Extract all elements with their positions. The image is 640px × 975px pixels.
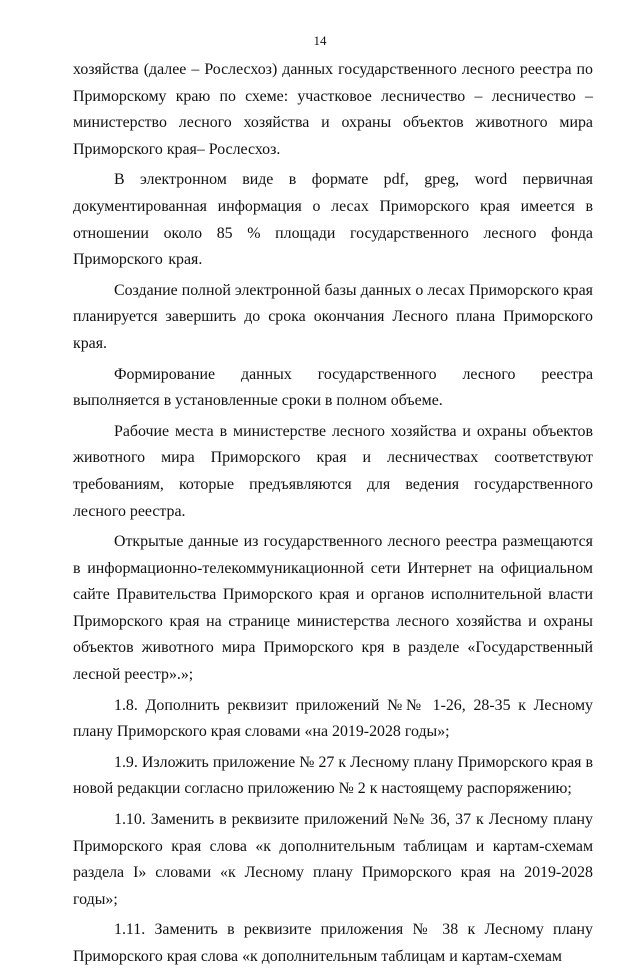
paragraph-4: Формирование данных государственного лесного реестра выполняется в установленные сроки в полном объеме. [73,365,593,410]
paragraph-8: 1.9. Изложить приложение № 27 к Лесному плану Приморского края в новой редакции согласно приложению № 2 к настоящему распоряжению; [73,753,593,798]
paragraph-2: В электронном виде в формате pdf, gpeg, word первичная документированная информация о лесах Приморского края имеется в отношении около 85 % площади государственного лесного фонда Приморского края. [73,171,593,269]
paragraph-1: хозяйства (далее – Рослесхоз) данных государственного лесного реестра по Приморскому краю по схеме: участковое лесничество – лесничество – министерство лесного хозяйства и охраны объектов животного мира Приморского края– Рослесхоз. [73,61,593,158]
page-number: 14 [313,33,327,48]
paragraph-6: Открытые данные из государственного лесного реестра размещаются в информационно-телекоммуникационной сети Интернет на официальном сайте Правительства Приморского края и органов исполнительной власти Приморского края на странице министерства лесного хозяйства и охраны объектов животного мира Приморского кря в разделе «Государственный лесной реестр».»; [73,533,593,684]
paragraph-7: 1.8. Дополнить реквизит приложений №№ 1-26, 28-35 к Лесному плану Приморского края словами «на 2019-2028 годы»; [73,696,593,741]
document-body [73,57,593,975]
paragraph-5: Рабочие места в министерстве лесного хозяйства и охраны объектов животного мира Приморского края и лесничествах соответствуют требованиям, которые предъявляются для ведения государственного лесного реестра. [73,422,593,520]
paragraph-10: 1.11. Заменить в реквизите приложения № 38 к Лесному плану Приморского края слова «к дополнительным таблицам и картам-схемам [73,921,593,965]
paragraph-9: 1.10. Заменить в реквизите приложений №№ 36, 37 к Лесному плану Приморского края слова «к дополнительным таблицам и картам-схемам раздела I» словами «к Лесному плану Приморского края на 2019-2028 годы»; [73,811,593,908]
paragraph-3: Создание полной электронной базы данных о лесах Приморского края планируется завершить до срока окончания Лесного плана Приморского края. [73,281,593,352]
